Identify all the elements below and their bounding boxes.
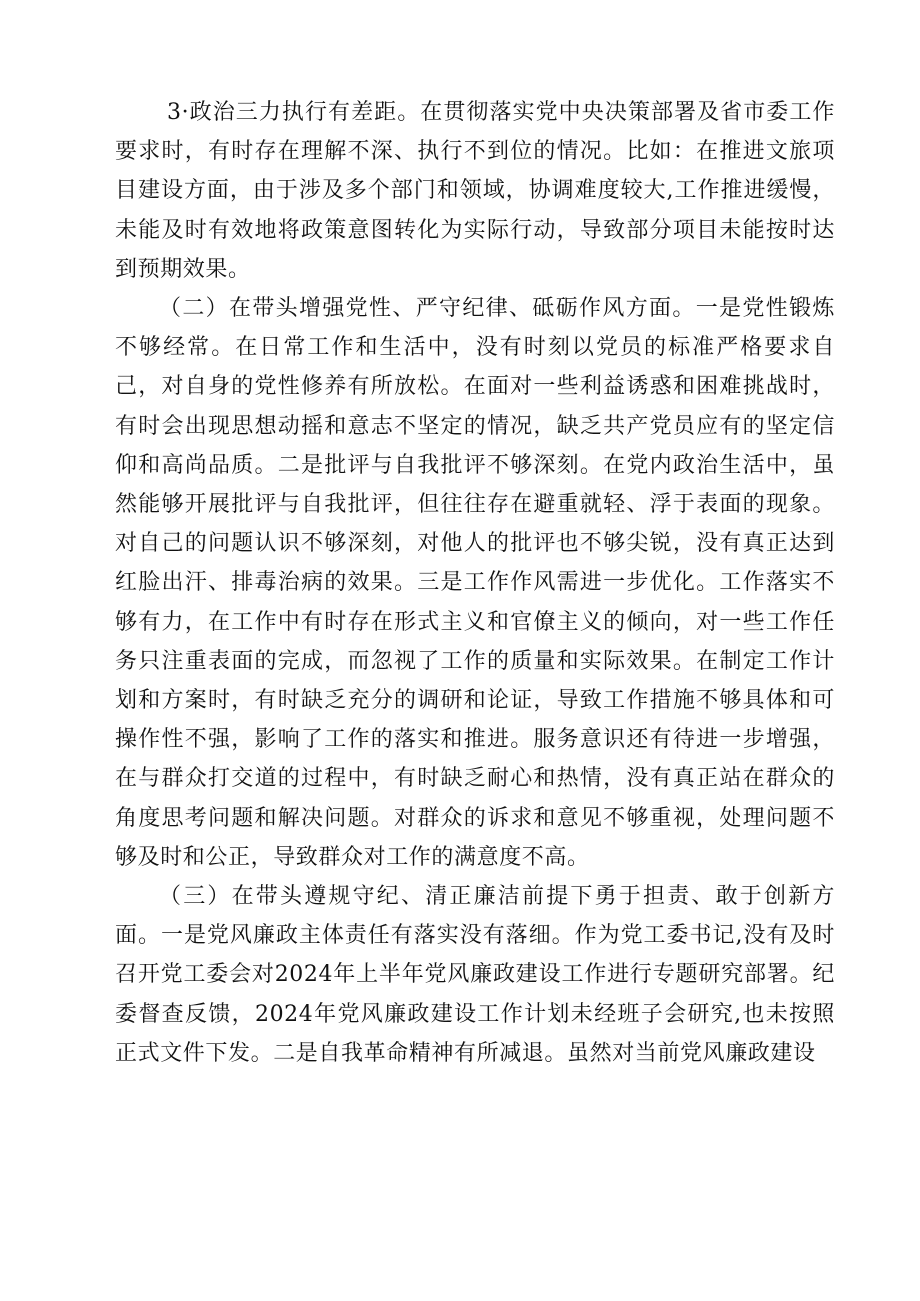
paragraph-party-spirit-discipline: （二）在带头增强党性、严守纪律、砥砺作风方面。一是党性锻炼不够经常。在日常工作和生活中，没有时刻以党员的标准严格要求自己，对自身的党性修养有所放松。在面对一些利益诱惑和困难挑战时，有时会出现思想动摇和意志不坚定的情况，缺乏共产党员应有的坚定信仰和高尚品质。二是批评与自我批评不够深刻。在党内政治生活中，虽然能够开展批评与自我批评，但往往存在避重就轻、浮于表面的现象。对自己的问题认识不够深刻，对他人的批评也不够尖锐，没有真正达到红脸出汗、排毒治病的效果。三是工作作风需进一步优化。工作落实不够有力，在工作中有时存在形式主义和官僚主义的倾向，对一些工作任务只注重表面的完成，而忽视了工作的质量和实际效果。在制定工作计划和方案时，有时缺乏充分的调研和论证，导致工作措施不够具体和可操作性不强，影响了工作的落实和推进。服务意识还有待进一步增强，在与群众打交道的过程中，有时缺乏耐心和热情，没有真正站在群众的角度思考问题和解决问题。对群众的诉求和意见不够重视，处理问题不够及时和公正，导致群众对工作的满意度不高。 — [115, 296, 835, 870]
document-body — [115, 93, 835, 1073]
paragraph-political-execution: 3·政治三力执行有差距。在贯彻落实党中央决策部署及省市委工作要求时，有时存在理解不深、执行不到位的情况。比如：在推进文旅项目建设方面，由于涉及多个部门和领域，协调难度较大,工作推进缓慢，未能及时有效地将政策意图转化为实际行动，导致部分项目未能按时达到预期效果。 — [115, 100, 835, 282]
paragraph-integrity-innovation: （三）在带头遵规守纪、清正廉洁前提下勇于担责、敢于创新方面。一是党风廉政主体责任有落实没有落细。作为党工委书记,没有及时召开党工委会对2024年上半年党风廉政建设工作进行专题研究部署。纪委督查反馈，2024年党风廉政建设工作计划未经班子会研究,也未按照正式文件下发。二是自我革命精神有所减退。虽然对当前党风廉政建设 — [115, 884, 835, 1066]
